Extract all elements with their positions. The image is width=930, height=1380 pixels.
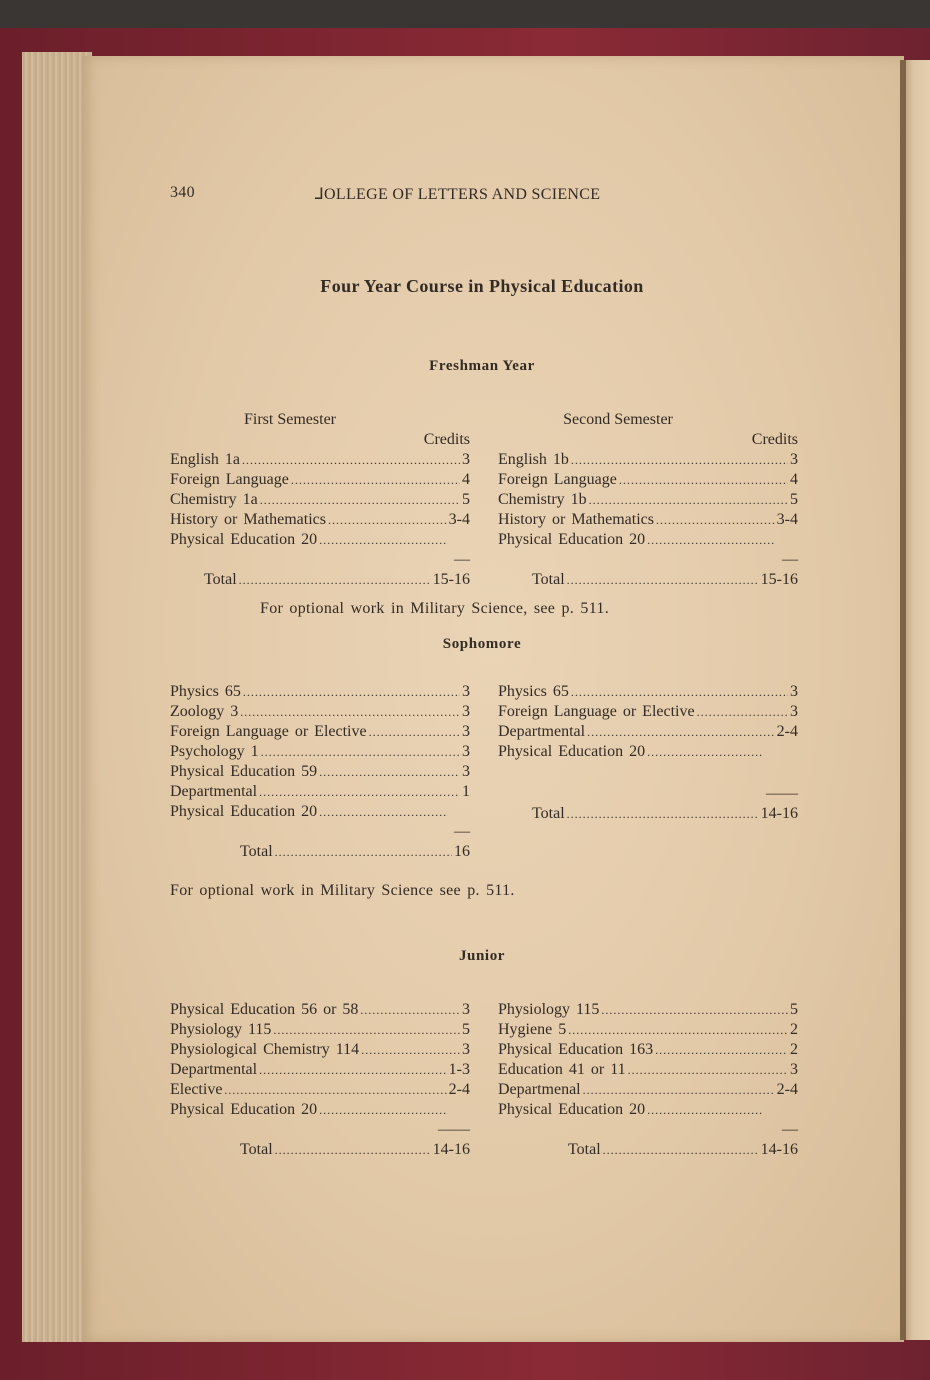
course-row [170,782,470,802]
course-name: Psychology 1 [170,743,259,760]
course-row [498,682,798,702]
course-name: Departmental [498,723,586,740]
facing-page-edge [902,60,930,1340]
course-row [170,470,470,490]
course-credits: 3 [462,683,470,700]
total-row [170,570,470,590]
course-credits: 4 [790,471,798,488]
course-credits: 3-4 [448,511,470,528]
course-row [498,450,798,470]
course-credits: 5 [462,491,470,508]
course-name: Physical Education 20 [170,803,318,820]
course-name: Zoology 3 [170,703,239,720]
course-row [498,1000,798,1020]
page-gutter [900,60,906,1340]
course-row [498,702,798,722]
main-title: Four Year Course in Physical Education [320,276,644,296]
course-name: Physical Education 20 [170,1101,318,1118]
course-credits: 3 [462,1001,470,1018]
total-value: 14-16 [760,805,798,822]
course-name: Physical Education 163 [498,1041,654,1058]
credits-label: Credits [423,431,470,448]
course-credits: 5 [790,1001,798,1018]
course-row [498,490,798,510]
course-name: Foreign Language or Elective [498,703,695,720]
course-name: Hygiene 5 [498,1021,567,1038]
course-row [170,1060,470,1080]
course-credits: 3 [790,683,798,700]
course-row [498,470,798,490]
course-row [170,1040,470,1060]
page-number: 340 [170,184,195,201]
course-name: Physiological Chemistry 114 [170,1041,360,1058]
course-row [170,802,470,822]
course-row [498,1060,798,1080]
course-name: Departmental [170,783,258,800]
total-value: 14-16 [760,1141,798,1158]
course-name: Physics 65 [170,683,241,700]
freshman-heading: Freshman Year [429,358,535,374]
course-name: Education 41 or 11 [498,1061,626,1078]
total-rule: — [454,823,470,840]
course-row [498,1080,798,1100]
course-row [498,1040,798,1060]
military-science-note: For optional work in Military Science, see p. 511. [260,600,610,617]
course-name: English 1b [498,451,569,468]
total-rule: — [454,551,470,568]
course-credits: 3 [462,1041,470,1058]
sophomore-heading: Sophomore [442,636,522,652]
course-row [170,1100,470,1120]
course-name: Physiology 115 [170,1021,272,1038]
course-credits: 2 [790,1041,798,1058]
total-rule: —— [766,785,798,802]
running-head [170,184,800,208]
junior-heading: Junior [458,948,506,964]
course-name: Physical Education 56 or 58 [170,1001,359,1018]
course-name: Physical Education 20 [498,743,646,760]
course-row [170,490,470,510]
course-row [170,1020,470,1040]
course-name: Physical Education 20 [498,1101,646,1118]
course-credits: 3 [462,451,470,468]
course-credits: 3 [790,451,798,468]
course-name: Chemistry 1b [498,491,587,508]
course-row [498,1100,798,1120]
junior-first-semester [170,1000,470,1160]
course-row [170,702,470,722]
course-row [498,510,798,530]
total-label: Total [240,1141,273,1158]
course-credits: 2-4 [776,1081,798,1098]
total-rule: — [782,1121,798,1138]
total-value: 14-16 [432,1141,470,1158]
sophomore-second-semester [498,682,798,824]
course-name: Foreign Language [498,471,617,488]
total-label: Total [532,571,565,588]
course-row [498,722,798,742]
semester-heading: First Semester [244,411,336,428]
course-row [170,762,470,782]
course-name: Departmenal [498,1081,581,1098]
course-credits: 3 [790,703,798,720]
course-name: Physical Education 20 [170,531,318,548]
course-credits: 4 [462,471,470,488]
course-row [170,530,470,550]
course-credits: 3-4 [776,511,798,528]
total-value: 15-16 [760,571,798,588]
course-name: Physics 65 [498,683,569,700]
freshman-first-semester [170,410,470,590]
course-row [170,722,470,742]
total-label: Total [240,843,273,860]
course-row [170,510,470,530]
total-rule: — [782,551,798,568]
course-name: Foreign Language [170,471,289,488]
course-row [498,1020,798,1040]
total-row [170,1140,470,1160]
course-row [170,682,470,702]
course-name: Physiology 115 [498,1001,600,1018]
total-value: 16 [454,843,470,860]
course-credits: 2-4 [776,723,798,740]
course-row [170,742,470,762]
total-label: Total [532,805,565,822]
course-name: Elective [170,1081,223,1098]
total-value: 15-16 [432,571,470,588]
course-credits: 1 [462,783,470,800]
course-name: English 1a [170,451,240,468]
total-label: Total [568,1141,601,1158]
running-title: ᒧOLLEGE OF LETTERS AND SCIENCE [314,186,601,203]
total-row [170,842,470,862]
junior-second-semester [498,1000,798,1160]
course-name: Physical Education 59 [170,763,318,780]
course-credits: 3 [790,1061,798,1078]
credits-label: Credits [751,431,798,448]
total-label: Total [204,571,237,588]
course-credits: 5 [462,1021,470,1038]
course-credits: 2-4 [448,1081,470,1098]
course-credits: 3 [462,763,470,780]
total-row [498,570,798,590]
course-credits: 3 [462,743,470,760]
course-credits: 2 [790,1021,798,1038]
course-row [170,450,470,470]
course-name: Departmental [170,1061,258,1078]
course-credits: 1-3 [448,1061,470,1078]
semester-heading: Second Semester [563,411,673,428]
sophomore-first-semester [170,682,470,862]
course-credits: 5 [790,491,798,508]
course-name: History or Mathematics [170,511,326,528]
total-row [498,804,798,824]
total-row [498,1140,798,1160]
course-credits: 3 [462,703,470,720]
military-science-note: For optional work in Military Science see p. 511. [170,882,515,899]
total-rule: —— [438,1121,470,1138]
course-row [170,1000,470,1020]
course-name: Foreign Language or Elective [170,723,367,740]
course-credits: 3 [462,723,470,740]
course-name: History or Mathematics [498,511,654,528]
freshman-second-semester [498,410,798,590]
course-row [498,742,798,762]
course-name: Physical Education 20 [498,531,646,548]
course-name: Chemistry 1a [170,491,258,508]
course-row [498,530,798,550]
course-row [170,1080,470,1100]
